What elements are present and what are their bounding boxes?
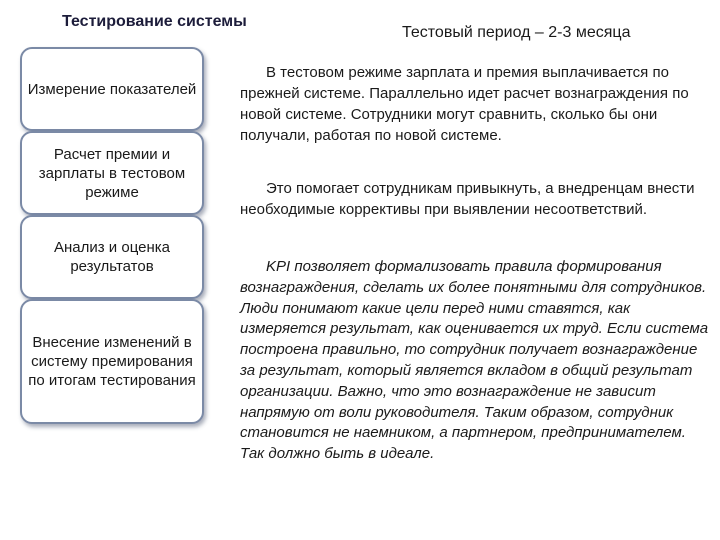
step-label: Внесение изменений в систему премирования по итогам тестирования — [28, 334, 196, 389]
step-label: Анализ и оценка результатов — [54, 239, 170, 275]
paragraph-test-mode: В тестовом режиме зарплата и премия выплачивается по прежней системе. Параллельно идет расчет вознаграждения по новой системе. Сотрудники могут сравнить, сколько бы они получали, работая по новой системе. — [240, 64, 689, 144]
step-box-analysis — [20, 215, 204, 299]
step-label: Измерение показателей — [27, 80, 197, 98]
step-box-measurement — [20, 47, 204, 131]
slide-title: Тестирование системы — [62, 13, 247, 30]
step-box-calculation — [20, 131, 204, 215]
step-label: Расчет премии и зарплаты в тестовом режиме — [38, 145, 186, 201]
paragraph-adaptation: Это помогает сотрудникам привыкнуть, а внедренцам внести необходимые коррективы при выявлении несоответствий. — [240, 180, 695, 218]
paragraph-kpi: KPI позволяет формализовать правила формирования вознаграждения, сделать их более понятными для сотрудников. Люди понимают какие цели перед ними ставятся, как измеряется результат, как оценивается их труд. Если система построена правильно, то сотрудник получает вознаграждение за результат, который является вкладом в общий результат организации. Важно, что это вознаграждение не зависит напрямую от воли руководителя. Таким образом, сотрудник становится не наемником, а партнером, предпринимателем. Так должно быть в идеале. — [240, 258, 709, 463]
step-box-changes — [20, 299, 204, 424]
test-period-heading: Тестовый период – 2-3 месяца — [402, 24, 631, 41]
